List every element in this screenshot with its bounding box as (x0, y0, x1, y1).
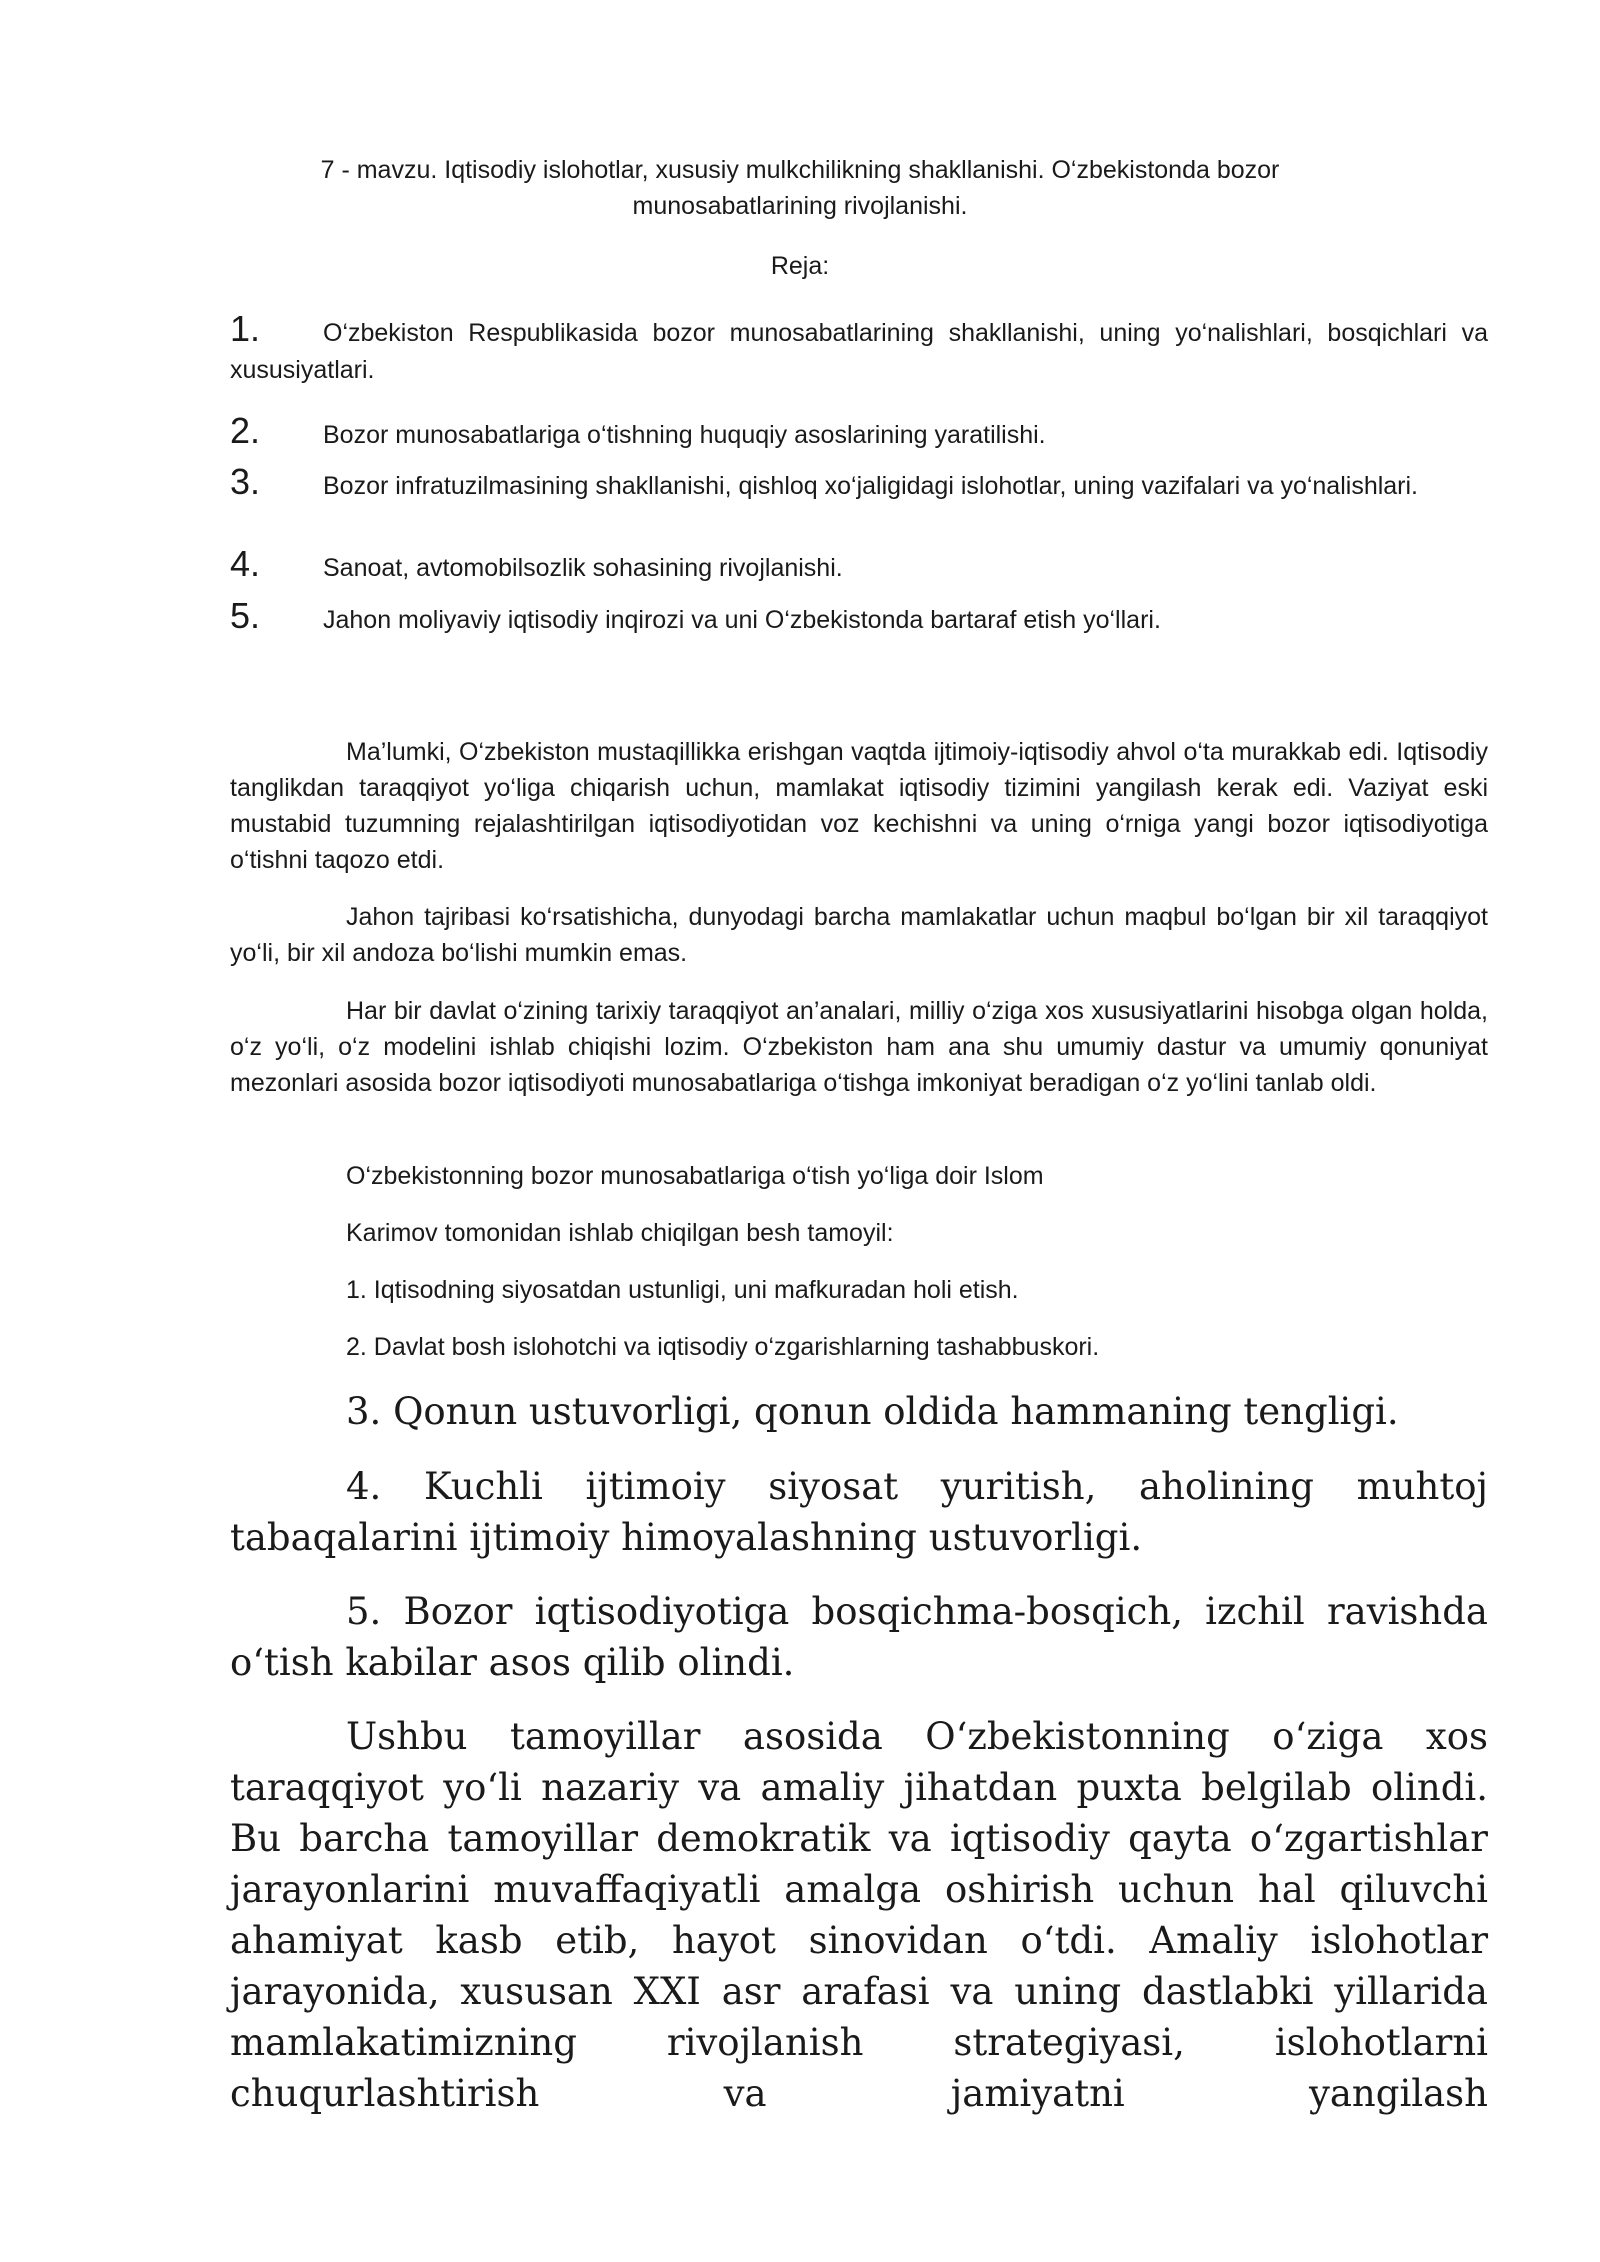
plan-item-text: Sanoat, avtomobilsozlik sohasining rivojlanishi. (323, 554, 843, 582)
plan-item-text: Bozor munosabatlariga o‘tishning huquqiy asoslarining yaratilishi. (323, 421, 1046, 449)
plan-item-text: Jahon moliyaviy iqtisodiy inqirozi va uni O‘zbekistonda bartaraf etish yo‘llari. (323, 606, 1161, 634)
principle-2: 2. Davlat bosh islohotchi va iqtisodiy o‘zgarishlarning tashabbuskori. (346, 1333, 1100, 1361)
plan-item-number: 4. (230, 543, 261, 584)
plan-item-number: 1. (230, 308, 261, 349)
plan-item-4 (230, 545, 1488, 587)
principle-4: 4. Kuchli ijtimoiy siyosat yuritish, aholining muhtoj tabaqalarini ijtimoiy himoyalashning ustuvorligi. (230, 1465, 1488, 1559)
principles-intro-line-1: O‘zbekistonning bozor munosabatlariga o‘tish yo‘liga doir Islom (346, 1162, 1044, 1190)
plan-item-5 (230, 597, 1488, 639)
final-paragraph: Ushbu tamoyillar asosida O‘zbekistonning o‘ziga xos taraqqiyot yo‘li nazariy va amaliy jihatdan puxta belgilab olindi. Bu barcha tamoyillar demokratik va iqtisodiy qayta o‘zgartishlar jarayonlarini muvaffaqiyatli amalga oshirish uchun hal qiluvchi ahamiyat kasb etib, hayot sinovidan o‘tdi. Amaliy islohotlar jarayonida, xususan XXI asr arafasi va uning dastlabki yillarida mamlakatimizning rivojlanish strategiyasi, islohotlarni chuqurlashtirish va jamiyatni yangilash (230, 1715, 1488, 2115)
principle-5: 5. Bozor iqtisodiyotiga bosqichma-bosqich, izchil ravishda o‘tish kabilar asos qilib olindi. (230, 1590, 1488, 1684)
paragraph-2: Jahon tajribasi ko‘rsatishicha, dunyodagi barcha mamlakatlar uchun maqbul bo‘lgan bir xil taraqqiyot yo‘li, bir xil andoza bo‘lishi mumkin emas. (230, 903, 1488, 967)
plan-item-text: O‘zbekiston Respublikasida bozor munosabatlarining shakllanishi, uning yo‘nalishlari, bosqichlari va xususiyatlari. (230, 319, 1488, 384)
plan-item-2 (230, 412, 1488, 454)
paragraph-3: Har bir davlat o‘zining tarixiy taraqqiyot an’analari, milliy o‘ziga xos xususiyatlarini hisobga olgan holda, o‘z yo‘li, o‘z modelini ishlab chiqishi lozim. O‘zbekiston ham ana shu umumiy dastur va umumiy qonuniyat mezonlari asosida bozor iqtisodiyoti munosabatlariga o‘tishga imkoniyat beradigan o‘z yo‘lini tanlab oldi. (230, 997, 1488, 1097)
plan-item-number: 2. (230, 410, 261, 451)
document-title: 7 - mavzu. Iqtisodiy islohotlar, xususiy mulkchilikning shakllanishi. O‘zbekistonda bozor munosabatlarining rivojlanishi. (320, 156, 1280, 220)
paragraph-1: Ma’lumki, O‘zbekiston mustaqillikka erishgan vaqtda ijtimoiy-iqtisodiy ahvol o‘ta murakkab edi. Iqtisodiy tanglikdan taraqqiyot yo‘liga chiqarish uchun, mamlakat iqtisodiy tizimini yangilash kerak edi. Vaziyat eski mustabid tuzumning rejalashtirilgan iqtisodiyotidan voz kechishni va uning o‘rniga yangi bozor iqtisodiyotiga o‘tishni taqozo etdi. (230, 738, 1488, 874)
plan-item-number: 5. (230, 595, 261, 636)
principle-3: 3. Qonun ustuvorligi, qonun oldida hammaning tengligi. (346, 1390, 1399, 1433)
principles-intro-line-2: Karimov tomonidan ishlab chiqilgan besh tamoyil: (346, 1219, 894, 1247)
plan-item-1 (230, 310, 1488, 389)
plan-heading: Reja: (770, 252, 830, 280)
principle-1: 1. Iqtisodning siyosatdan ustunligi, uni mafkuradan holi etish. (346, 1276, 1019, 1304)
plan-item-text: Bozor infratuzilmasining shakllanishi, qishloq xo‘jaligidagi islohotlar, uning vazifalari va yo‘nalishlari. (323, 472, 1419, 500)
plan-item-3 (230, 463, 1488, 505)
plan-item-number: 3. (230, 461, 261, 502)
